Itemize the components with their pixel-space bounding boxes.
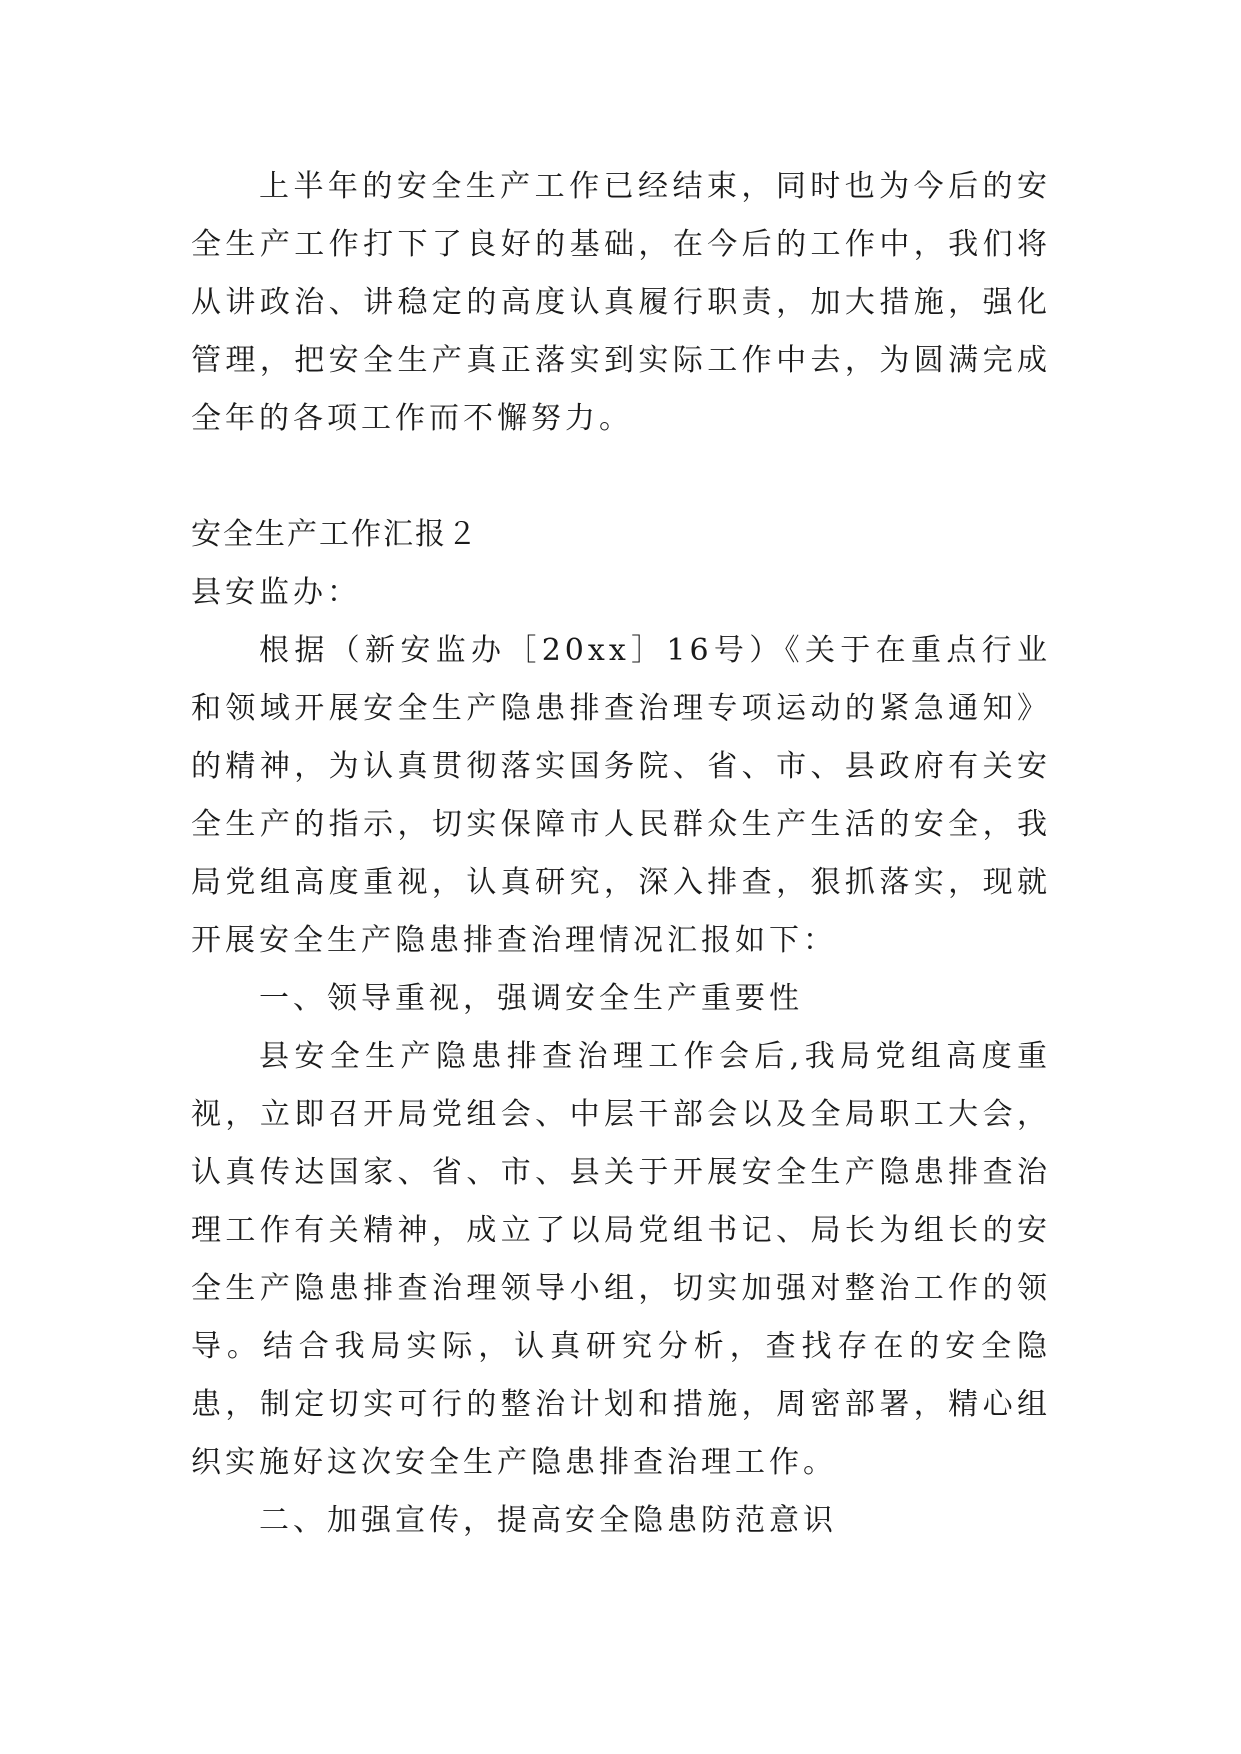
paragraph-basis: 根据（新安监办［20xx］16号）《关于在重点行业和领域开展安全生产隐患排查治理专项运动的紧急通知》的精神，为认真贯彻落实国务院、省、市、县政府有关安全生产的指示，切实保障市人民群众生产生活的安全，我局党组高度重视，认真研究，深入排查，狠抓落实，现就开展安全生产隐患排查治理情况汇报如下：: [191, 633, 1051, 958]
heading-publicity: 二、加强宣传，提高安全隐患防范意识: [259, 1503, 837, 1538]
document-body: [191, 158, 1051, 1550]
heading-leadership: 一、领导重视，强调安全生产重要性: [259, 981, 803, 1016]
section-title: 安全生产工作汇报２: [191, 517, 479, 552]
addressee: 县安监办：: [191, 575, 361, 610]
paragraph-intro-end: 上半年的安全生产工作已经结束，同时也为今后的安全生产工作打下了良好的基础，在今后的工作中，我们将从讲政治、讲稳定的高度认真履行职责，加大措施，强化管理，把安全生产真正落实到实际工作中去，为圆满完成全年的各项工作而不懈努力。: [191, 169, 1051, 436]
paragraph-leadership: 县安全生产隐患排查治理工作会后,我局党组高度重视，立即召开局党组会、中层干部会以及全局职工大会，认真传达国家、省、市、县关于开展安全生产隐患排查治理工作有关精神，成立了以局党组书记、局长为组长的安全生产隐患排查治理领导小组，切实加强对整治工作的领导。结合我局实际，认真研究分析，查找存在的安全隐患，制定切实可行的整治计划和措施，周密部署，精心组织实施好这次安全生产隐患排查治理工作。: [191, 1039, 1051, 1480]
